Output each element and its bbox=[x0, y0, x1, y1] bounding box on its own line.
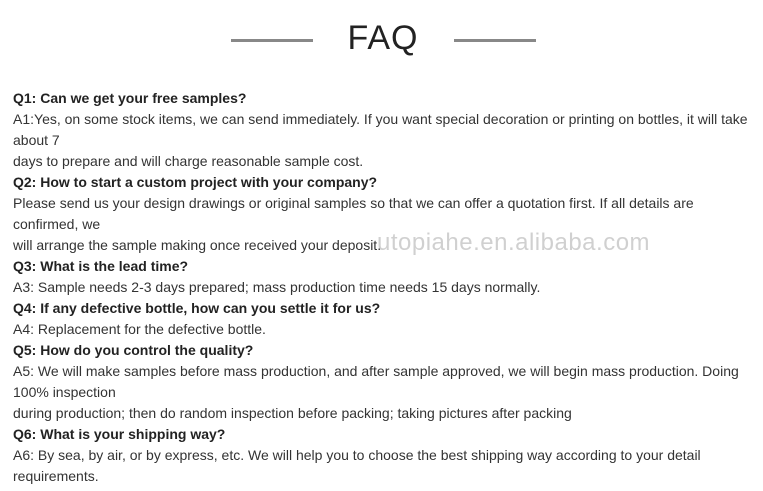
faq-item-q5 bbox=[13, 340, 753, 424]
faq-answer-line: A3: Sample needs 2-3 days prepared; mass production time needs 15 days normally. bbox=[13, 279, 541, 295]
faq-list bbox=[13, 88, 753, 487]
faq-answer-line: Please send us your design drawings or original samples so that we can offer a quotation first. If all details are confirmed, we bbox=[13, 195, 694, 232]
faq-item-q6 bbox=[13, 424, 753, 487]
page-title: FAQ bbox=[347, 19, 419, 57]
faq-item-q2 bbox=[13, 172, 753, 256]
faq-question: Q4: If any defective bottle, how can you settle it for us? bbox=[13, 300, 381, 316]
faq-question: Q3: What is the lead time? bbox=[13, 258, 189, 274]
faq-item-q4 bbox=[13, 298, 753, 340]
faq-answer-line: A6: By sea, by air, or by express, etc. We will help you to choose the best shipping way according to your detail requirements. bbox=[13, 447, 701, 484]
faq-item-q1 bbox=[13, 88, 753, 172]
faq-answer-line: A4: Replacement for the defective bottle. bbox=[13, 321, 266, 337]
faq-question: Q2: How to start a custom project with your company? bbox=[13, 174, 378, 190]
faq-question: Q5: How do you control the quality? bbox=[13, 342, 254, 358]
faq-answer-line: will arrange the sample making once received your deposit. bbox=[13, 237, 382, 253]
faq-answer-line: during production; then do random inspection before packing; taking pictures after packing bbox=[13, 405, 572, 421]
faq-answer-line: days to prepare and will charge reasonable sample cost. bbox=[13, 153, 364, 169]
faq-question: Q6: What is your shipping way? bbox=[13, 426, 226, 442]
faq-item-q3 bbox=[13, 256, 753, 298]
header-divider-left bbox=[231, 39, 313, 42]
header-divider-right bbox=[454, 39, 536, 42]
watermark: utopiahe.en.alibaba.com bbox=[377, 229, 651, 256]
faq-answer-line: A1:Yes, on some stock items, we can send immediately. If you want special decoration or printing on bottles, it will take about 7 bbox=[13, 111, 748, 148]
faq-question: Q1: Can we get your free samples? bbox=[13, 90, 247, 106]
faq-answer-line: A5: We will make samples before mass production, and after sample approved, we will begin mass production. Doing 100% inspection bbox=[13, 363, 739, 400]
faq-header bbox=[0, 14, 763, 64]
